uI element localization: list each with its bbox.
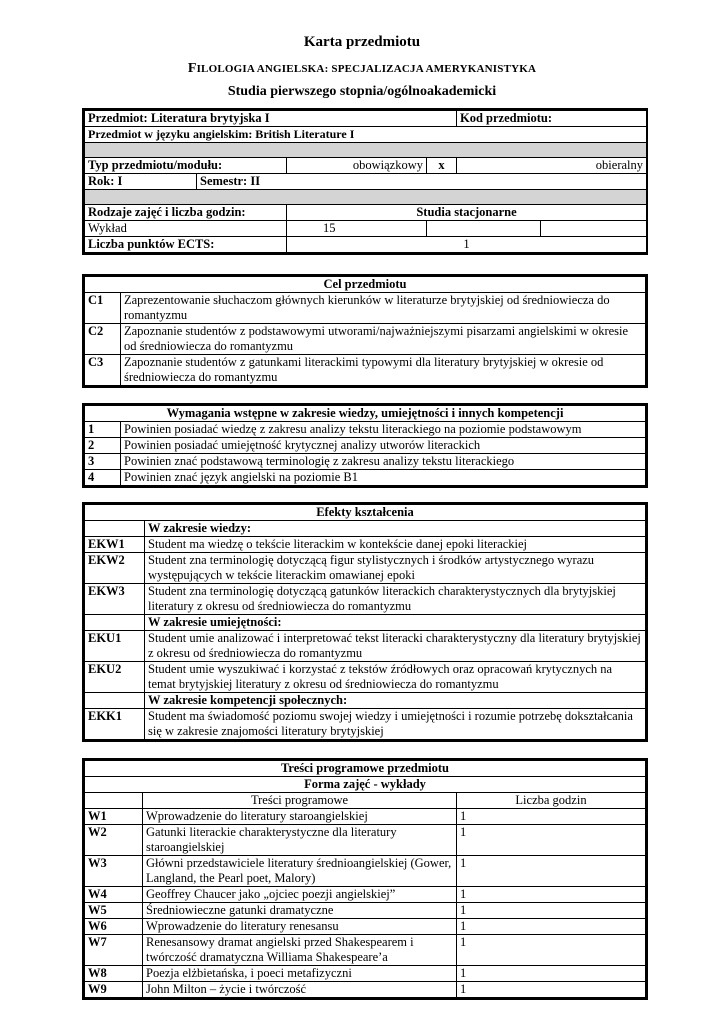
requirements-title: Wymagania wstępne w zakresie wiedzy, umiejętności i innych kompetencji (85, 406, 646, 422)
program-text: Wprowadzenie do literatury renesansu (143, 919, 457, 935)
skills-heading: W zakresie umiejętności: (145, 615, 646, 631)
requirement-code: 2 (85, 438, 121, 454)
classes-label: Rodzaje zajęć i liczba godzin: (85, 205, 287, 221)
separator-row (85, 190, 647, 205)
outcomes-table (82, 502, 648, 742)
program-title: Treści programowe przedmiotu (85, 761, 646, 777)
program-code: W9 (85, 982, 143, 998)
column-header-hours: Liczba godzin (457, 793, 646, 809)
social-heading: W zakresie kompetencji społecznych: (145, 693, 646, 709)
knowledge-heading: W zakresie wiedzy: (145, 521, 646, 537)
page-subtitle (0, 61, 724, 77)
empty-cell (85, 693, 145, 709)
separator-row (85, 143, 647, 158)
program-text: Główni przedstawiciele literatury średnioangielskiej (Gower, Langland, the Pearl poet, Malory) (143, 856, 457, 887)
requirement-text: Powinien posiadać umiejętność krytycznej analizy utworów literackich (121, 438, 646, 454)
outcome-text: Student zna terminologię dotyczącą gatunków literackich charakterystycznych dla brytyjskiej literatury z okresu od średniowiecza do romantyzmu (145, 584, 646, 615)
table-row (85, 809, 646, 825)
subject-name: Przedmiot: Literatura brytyjska I (85, 111, 457, 127)
outcome-code: EKW1 (85, 537, 145, 553)
outcome-code: EKW2 (85, 553, 145, 584)
empty-cell (427, 221, 541, 237)
goal-code: C1 (85, 293, 121, 324)
outcomes-title: Efekty kształcenia (85, 505, 646, 521)
table-row (85, 966, 646, 982)
outcome-code: EKW3 (85, 584, 145, 615)
outcome-code: EKU2 (85, 662, 145, 693)
requirements-table (82, 403, 648, 488)
table-row (85, 856, 646, 887)
type-label: Typ przedmiotu/modułu: (85, 158, 287, 174)
goal-text: Zapoznanie studentów z gatunkami literackimi typowymi dla literatury brytyjskiej w okresie od średniowiecza do romantyzmu (121, 355, 646, 386)
program-hours: 1 (457, 809, 646, 825)
program-hours: 1 (457, 825, 646, 856)
program-code: W6 (85, 919, 143, 935)
program-code: W8 (85, 966, 143, 982)
empty-cell (85, 615, 145, 631)
requirement-code: 1 (85, 422, 121, 438)
table-row (85, 982, 646, 998)
lecture-hours: 15 (287, 221, 427, 237)
table-row (85, 903, 646, 919)
year: Rok: I (85, 174, 197, 190)
program-hours: 1 (457, 919, 646, 935)
program-hours: 1 (457, 887, 646, 903)
program-text: John Milton – życie i twórczość (143, 982, 457, 998)
program-hours: 1 (457, 966, 646, 982)
program-text: Gatunki literackie charakterystyczne dla literatury staroangielskiej (143, 825, 457, 856)
subject-name-en: Przedmiot w języku angielskim: British Literature I (85, 127, 647, 143)
table-row (85, 470, 646, 486)
goal-text: Zaprezentowanie słuchaczom głównych kierunków w literaturze brytyjskiej od średniowiecza do romantyzmu (121, 293, 646, 324)
program-code: W2 (85, 825, 143, 856)
table-row (85, 935, 646, 966)
program-hours: 1 (457, 903, 646, 919)
type-optional: obieralny (457, 158, 647, 174)
study-level: Studia pierwszego stopnia/ogólnoakademicki (227, 84, 497, 99)
program-hours: 1 (457, 856, 646, 887)
page-title: Karta przedmiotu (303, 34, 421, 50)
program-hours: 1 (457, 982, 646, 998)
table-row (85, 293, 646, 324)
study-mode: Studia stacjonarne (287, 205, 647, 221)
table-row (85, 584, 646, 615)
subject-code-label: Kod przedmiotu: (457, 111, 647, 127)
requirement-text: Powinien posiadać wiedzę z zakresu analizy tekstu literackiego na poziomie podstawowym (121, 422, 646, 438)
goal-code: C2 (85, 324, 121, 355)
program-code: W5 (85, 903, 143, 919)
table-row (85, 355, 646, 386)
outcome-text: Student umie analizować i interpretować tekst literacki charakterystyczny dla literatury brytyjskiej z okresu od średniowiecza do romantyzmu (145, 631, 646, 662)
ects-label: Liczba punktów ECTS: (85, 237, 287, 253)
table-row (85, 887, 646, 903)
empty-cell (85, 521, 145, 537)
subtitle-text: FILOLOGIA ANGIELSKA: SPECJALIZACJA AMERYKANISTYKA (187, 61, 537, 76)
empty-cell (85, 793, 143, 809)
empty-cell (541, 221, 647, 237)
program-form: Forma zajęć - wykłady (85, 777, 646, 793)
table-row (85, 709, 646, 740)
type-mandatory: obowiązkowy (287, 158, 427, 174)
program-table (82, 758, 648, 1000)
requirement-code: 4 (85, 470, 121, 486)
table-row (85, 919, 646, 935)
outcome-text: Student ma wiedzę o tekście literackim w kontekście danej epoki literackiej (145, 537, 646, 553)
outcome-code: EKU1 (85, 631, 145, 662)
program-hours: 1 (457, 935, 646, 966)
program-code: W3 (85, 856, 143, 887)
subject-info-table (82, 108, 648, 255)
program-text: Wprowadzenie do literatury staroangielskiej (143, 809, 457, 825)
table-row (85, 324, 646, 355)
program-code: W4 (85, 887, 143, 903)
table-row (85, 662, 646, 693)
table-row (85, 631, 646, 662)
table-row (85, 553, 646, 584)
requirement-code: 3 (85, 454, 121, 470)
ects-value: 1 (287, 237, 647, 253)
program-text: Średniowieczne gatunki dramatyczne (143, 903, 457, 919)
outcome-code: EKK1 (85, 709, 145, 740)
program-text: Poezja elżbietańska, i poeci metafizyczni (143, 966, 457, 982)
table-row (85, 422, 646, 438)
goal-code: C3 (85, 355, 121, 386)
program-text: Renesansowy dramat angielski przed Shakespearem i twórczość dramatyczna Williama Shakespeare’a (143, 935, 457, 966)
table-row (85, 537, 646, 553)
outcome-text: Student ma świadomość poziomu swojej wiedzy i umiejętności i rozumie potrzebę dokształcania się w zakresie znajomości literatury brytyjskiej (145, 709, 646, 740)
column-header-content: Treści programowe (143, 793, 457, 809)
goal-text: Zapoznanie studentów z podstawowymi utworami/najważniejszymi pisarzami angielskimi w okresie od średniowiecza do romantyzmu (121, 324, 646, 355)
outcome-text: Student umie wyszukiwać i korzystać z tekstów źródłowych oraz opracowań krytycznych na temat brytyjskiej literatury z okresu od średniowiecza do romantyzmu (145, 662, 646, 693)
table-row (85, 438, 646, 454)
semester: Semestr: II (197, 174, 647, 190)
type-mandatory-mark: x (427, 158, 457, 174)
goals-title: Cel przedmiotu (85, 277, 646, 293)
requirement-text: Powinien znać podstawową terminologię z zakresu analizy tekstu literackiego (121, 454, 646, 470)
outcome-text: Student zna terminologię dotyczącą figur stylistycznych i środków artystycznego wyrazu występujących w tekście literackim omawianej epoki (145, 553, 646, 584)
program-code: W7 (85, 935, 143, 966)
goals-table (82, 274, 648, 388)
requirement-text: Powinien znać język angielski na poziomie B1 (121, 470, 646, 486)
lecture-label: Wykład (85, 221, 287, 237)
table-row (85, 825, 646, 856)
program-text: Geoffrey Chaucer jako „ojciec poezji angielskiej” (143, 887, 457, 903)
program-code: W1 (85, 809, 143, 825)
table-row (85, 454, 646, 470)
